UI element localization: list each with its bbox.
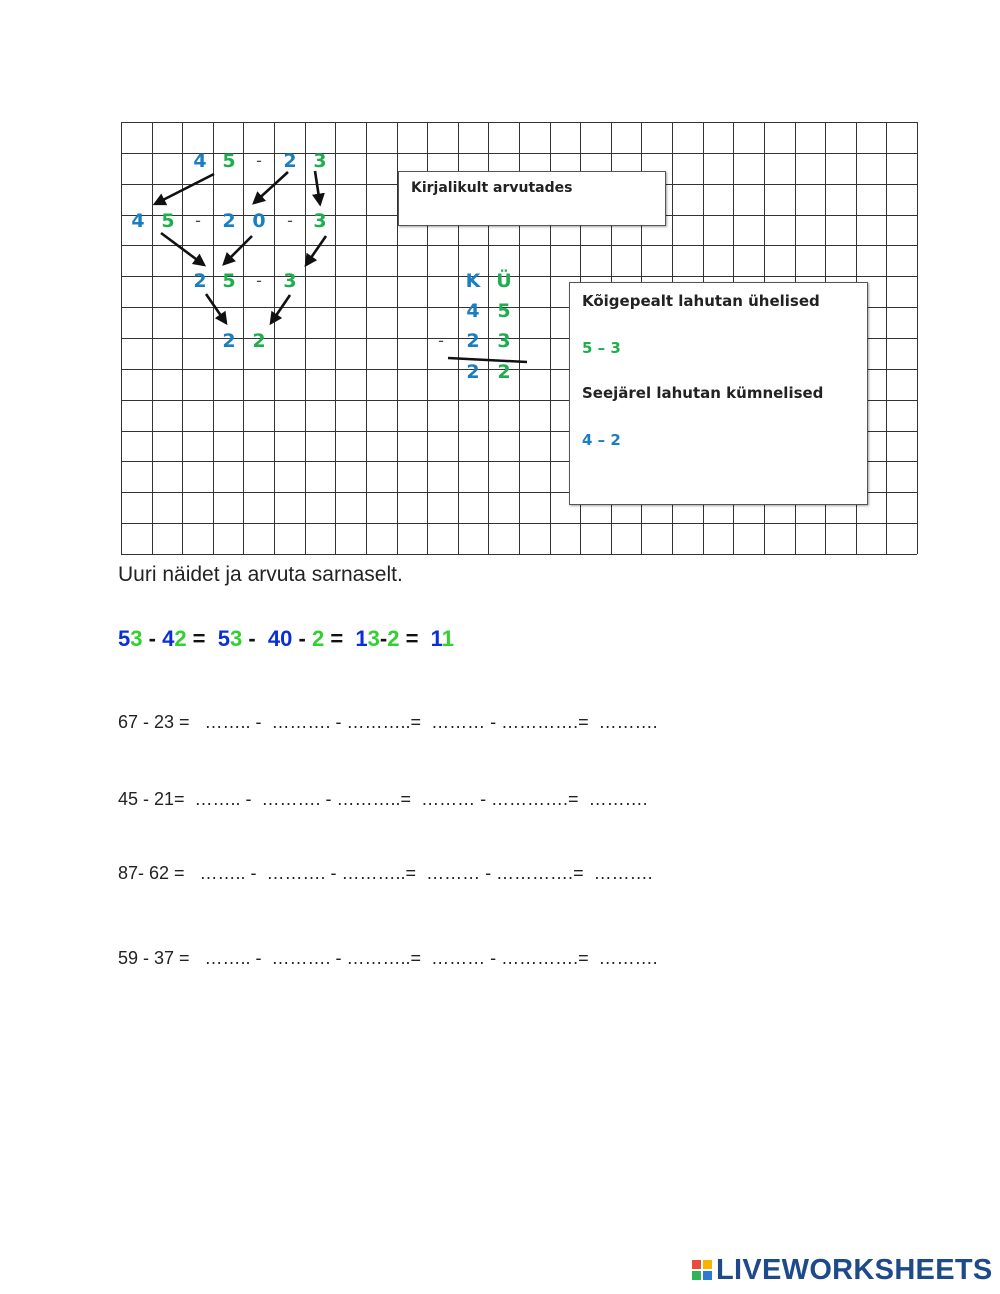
logo-square-4 — [703, 1271, 712, 1280]
col-bottom-tens: 2 — [466, 330, 480, 352]
ex-p13: = — [324, 626, 356, 651]
r3-b-ones: 3 — [283, 270, 297, 292]
instruction-text: Uuri näidet ja arvuta sarnaselt. — [118, 563, 403, 586]
r2-b-tens: 2 — [222, 210, 236, 232]
logo-square-3 — [692, 1271, 701, 1280]
ex-p18: = — [399, 626, 431, 651]
logo-square-2 — [703, 1260, 712, 1269]
r2-a-tens: 4 — [131, 210, 145, 232]
ex-p19: 1 — [430, 626, 442, 651]
ex-p6: = — [186, 626, 218, 651]
ex-p15: 3 — [367, 626, 380, 651]
ex-p5: 2 — [174, 626, 187, 651]
explanation-line-2: 5 – 3 — [582, 339, 621, 357]
r2-b-zero: 0 — [252, 210, 266, 232]
col-minus: - — [438, 331, 444, 350]
col-top-ones: 5 — [497, 300, 511, 322]
ex-p3: - — [142, 626, 163, 651]
ex-p1: 5 — [118, 626, 131, 651]
worked-example — [118, 626, 454, 652]
arrow-6 — [306, 236, 326, 265]
r4-ones: 2 — [252, 330, 266, 352]
col-result-tens: 2 — [466, 361, 480, 383]
task-2[interactable]: 45 - 21= …….. - ………. - ………..= ……… - ………….= ………. — [118, 789, 648, 809]
r1-minus: - — [256, 151, 262, 170]
arrow-1 — [155, 174, 214, 204]
ex-p11: - — [292, 626, 312, 651]
arrow-5 — [224, 236, 252, 264]
r1-a-ones: 5 — [222, 150, 236, 172]
col-top-tens: 4 — [466, 300, 480, 322]
ex-p4: 4 — [162, 626, 175, 651]
ex-p16: - — [379, 626, 388, 651]
liveworksheets-logo[interactable] — [692, 1254, 993, 1286]
r2-a-ones: 5 — [161, 210, 175, 232]
col-head-ones: Ü — [496, 270, 512, 292]
task-3[interactable]: 87- 62 = …….. - ………. - ………..= ……… - ………….= ………. — [118, 863, 653, 883]
arrow-2 — [254, 172, 288, 203]
r2-minus-2: - — [287, 211, 293, 230]
ex-p17: 2 — [387, 626, 400, 651]
explanation-line-1: Kõigepealt lahutan ühelised — [582, 292, 820, 310]
logo-square-1 — [692, 1260, 701, 1269]
written-calc-box — [398, 171, 666, 226]
ex-p2: 3 — [130, 626, 143, 651]
task-1[interactable]: 67 - 23 = …….. - ………. - ………..= ……… - ………….= ………. — [118, 712, 658, 732]
col-result-line — [448, 358, 527, 362]
arrow-7 — [206, 294, 226, 323]
ex-p10: 40 — [267, 626, 293, 651]
r3-a-tens: 2 — [193, 270, 207, 292]
col-result-ones: 2 — [497, 361, 511, 383]
col-bottom-ones: 3 — [497, 330, 511, 352]
r1-b-ones: 3 — [313, 150, 327, 172]
explanation-line-4: 4 – 2 — [582, 431, 621, 449]
r2-minus-1: - — [195, 211, 201, 230]
ex-p12: 2 — [311, 626, 325, 651]
r4-tens: 2 — [222, 330, 236, 352]
liveworksheets-logo-icon — [692, 1260, 712, 1280]
ex-p14: 1 — [355, 626, 368, 651]
liveworksheets-logo-text: LIVEWORKSHEETS — [716, 1253, 993, 1286]
r1-b-tens: 2 — [283, 150, 297, 172]
r1-a-tens: 4 — [193, 150, 207, 172]
arrows — [155, 171, 326, 323]
task-4[interactable]: 59 - 37 = …….. - ………. - ………..= ……… - ………….= ………. — [118, 948, 658, 968]
ex-p8: 3 — [230, 626, 243, 651]
r3-minus: - — [256, 271, 262, 290]
ex-p9: - — [242, 626, 268, 651]
explanation-box — [569, 282, 868, 505]
r2-b-ones: 3 — [313, 210, 327, 232]
arrow-3 — [315, 171, 320, 204]
ex-p20: 1 — [441, 626, 454, 651]
explanation-line-3: Seejärel lahutan kümnelised — [582, 384, 824, 402]
ex-p7: 5 — [217, 626, 230, 651]
col-head-tens: K — [465, 270, 481, 292]
written-calc-title: Kirjalikult arvutades — [411, 180, 573, 196]
arrow-8 — [271, 295, 290, 323]
r3-a-ones: 5 — [222, 270, 236, 292]
